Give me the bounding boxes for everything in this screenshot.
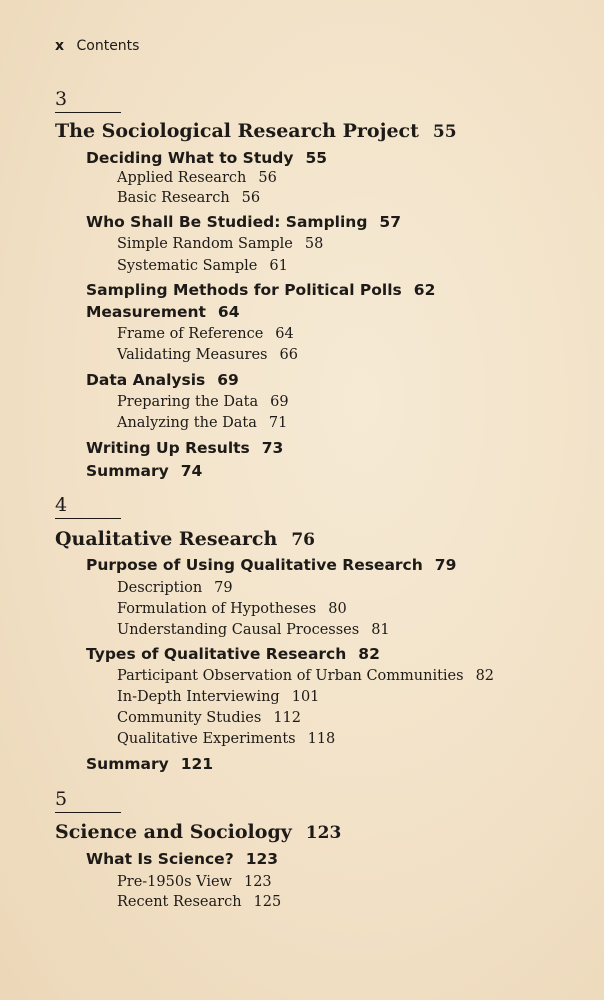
toc-entry[interactable]	[117, 415, 287, 431]
entry-title: Systematic Sample	[117, 258, 258, 274]
page-number: 74	[180, 462, 203, 480]
page-number: 81	[371, 622, 390, 638]
entry-title: Writing Up Results	[86, 439, 250, 457]
page-number: 123	[245, 850, 279, 868]
toc-entry[interactable]	[86, 439, 283, 457]
toc-entry[interactable]	[117, 236, 323, 252]
toc-entry[interactable]	[86, 303, 240, 321]
toc-entry[interactable]	[86, 213, 401, 231]
entry-title: Summary	[86, 755, 169, 773]
toc-entry[interactable]	[86, 850, 278, 868]
entry-title: Basic Research	[117, 190, 230, 206]
chapter-title[interactable]	[55, 120, 457, 142]
page-number: 118	[307, 731, 336, 747]
entry-title: Simple Random Sample	[117, 236, 293, 252]
toc-entry[interactable]	[117, 347, 298, 363]
entry-title: Community Studies	[117, 710, 262, 726]
toc-entry[interactable]	[86, 462, 202, 480]
page-number: 82	[358, 645, 380, 663]
toc-entry[interactable]	[86, 149, 327, 167]
entry-title: Who Shall Be Studied: Sampling	[86, 213, 368, 231]
toc-entry[interactable]	[117, 394, 289, 410]
page-number: 55	[432, 122, 457, 142]
entry-title: Participant Observation of Urban Communities	[117, 668, 464, 684]
toc-entry[interactable]	[117, 190, 260, 206]
toc-entry[interactable]	[86, 371, 239, 389]
page-number: 123	[243, 874, 272, 890]
entry-title: Qualitative Research	[55, 528, 278, 550]
toc-entry[interactable]	[117, 258, 288, 274]
page-number: 64	[275, 326, 294, 342]
entry-title: Recent Research	[117, 894, 242, 910]
running-header	[55, 38, 139, 54]
entry-title: Types of Qualitative Research	[86, 645, 347, 663]
entry-title: Purpose of Using Qualitative Research	[86, 556, 423, 574]
toc-entry[interactable]	[86, 645, 380, 663]
page-number: 121	[180, 755, 214, 773]
entry-title: The Sociological Research Project	[55, 120, 419, 142]
page-number: 76	[291, 530, 315, 550]
page-number: 69	[217, 371, 239, 389]
toc-entry[interactable]	[117, 601, 347, 617]
page-number: 57	[379, 213, 401, 231]
page-number: 101	[291, 689, 320, 705]
entry-title: Description	[117, 580, 203, 596]
page-number: 56	[258, 170, 277, 186]
page-number: 66	[279, 347, 298, 363]
entry-title: Sampling Methods for Political Polls	[86, 281, 402, 299]
chapter-number: 5	[55, 788, 121, 813]
running-title: Contents	[76, 38, 140, 54]
page-number: 79	[434, 556, 457, 574]
entry-title: Data Analysis	[86, 371, 206, 389]
page-folio: x	[55, 38, 65, 54]
toc-entry[interactable]	[86, 556, 456, 574]
entry-title: Applied Research	[117, 170, 247, 186]
chapter-number: 3	[55, 88, 121, 113]
entry-title: Validating Measures	[117, 347, 268, 363]
toc-entry[interactable]	[117, 874, 272, 890]
page-number: 112	[273, 710, 301, 726]
chapter-number: 4	[55, 494, 121, 519]
toc-entry[interactable]	[117, 731, 335, 747]
toc-entry[interactable]	[117, 622, 390, 638]
entry-title: Preparing the Data	[117, 394, 259, 410]
page-number: 80	[328, 601, 347, 617]
page-number: 73	[261, 439, 284, 457]
toc-entry[interactable]	[86, 281, 435, 299]
page-number: 58	[304, 236, 324, 252]
page-number: 71	[268, 415, 288, 431]
toc-entry[interactable]	[117, 710, 301, 726]
toc-entry[interactable]	[86, 755, 213, 773]
page-number: 55	[305, 149, 328, 167]
entry-title: Pre-1950s View	[117, 874, 232, 890]
entry-title: Deciding What to Study	[86, 149, 294, 167]
toc-entry[interactable]	[117, 894, 281, 910]
entry-title: Measurement	[86, 303, 206, 321]
toc-entry[interactable]	[117, 689, 319, 705]
page-number: 62	[413, 281, 436, 299]
page-number: 123	[305, 823, 342, 843]
page-number: 56	[241, 190, 261, 206]
page-number: 79	[214, 580, 233, 596]
chapter-title[interactable]	[55, 821, 341, 843]
entry-title: Summary	[86, 462, 169, 480]
entry-title: Analyzing the Data	[117, 415, 257, 431]
entry-title: Science and Sociology	[55, 821, 292, 843]
entry-title: Formulation of Hypotheses	[117, 601, 317, 617]
toc-entry[interactable]	[117, 170, 277, 186]
entry-title: What Is Science?	[86, 850, 234, 868]
page-number: 125	[253, 894, 282, 910]
chapter-title[interactable]	[55, 528, 315, 550]
entry-title: Understanding Causal Processes	[117, 622, 360, 638]
page-number: 64	[217, 303, 240, 321]
toc-entry[interactable]	[117, 668, 494, 684]
entry-title: Qualitative Experiments	[117, 731, 296, 747]
toc-entry[interactable]	[117, 580, 233, 596]
page-number: 69	[270, 394, 289, 410]
page-number: 61	[269, 258, 288, 274]
entry-title: Frame of Reference	[117, 326, 264, 342]
entry-title: In-Depth Interviewing	[117, 689, 280, 705]
page-number: 82	[475, 668, 495, 684]
toc-entry[interactable]	[117, 326, 294, 342]
